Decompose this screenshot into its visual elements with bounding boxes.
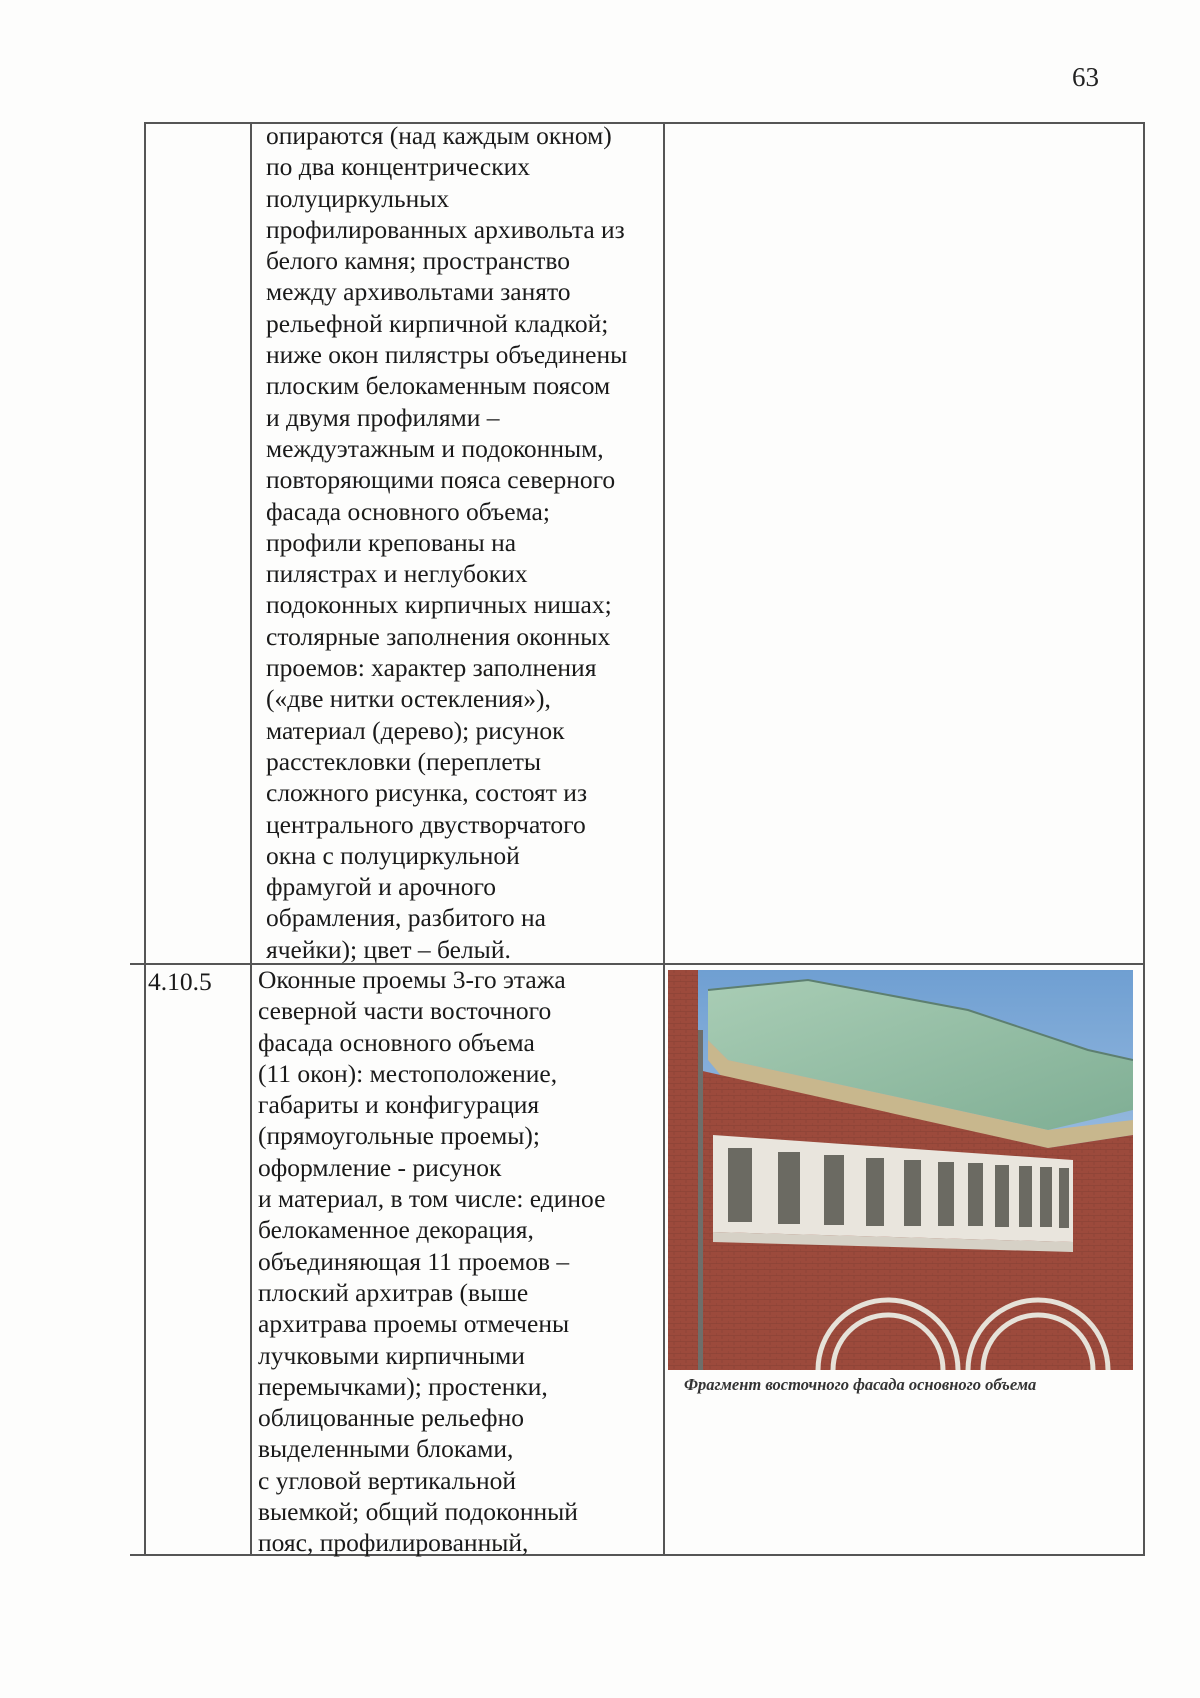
description-line: столярные заполнения оконных bbox=[266, 621, 611, 651]
description-line: пилястрах и неглубоких bbox=[266, 559, 528, 589]
description-line: расстекловки (переплеты bbox=[266, 746, 541, 776]
description-line: выделенными блоками, bbox=[258, 1434, 514, 1464]
description-line: и двумя профилями – bbox=[266, 402, 500, 432]
row-1-description bbox=[266, 120, 627, 965]
description-line: полуциркульных bbox=[266, 183, 450, 213]
description-line: окна с полуциркульной bbox=[266, 840, 520, 870]
description-line: профили крепованы на bbox=[266, 527, 517, 557]
page-number: 63 bbox=[1072, 62, 1099, 92]
description-line: междуэтажным и подоконным, bbox=[266, 433, 604, 463]
description-line: проемов: характер заполнения bbox=[266, 653, 597, 683]
description-line: профилированных архивольта из bbox=[266, 214, 625, 244]
description-line: по два концентрических bbox=[266, 152, 530, 182]
description-line: Оконные проемы 3-го этажа bbox=[258, 965, 566, 994]
description-line: и материал, в том числе: единое bbox=[258, 1184, 606, 1214]
description-line: опираются (над каждым окном) bbox=[266, 121, 612, 150]
description-line: габариты и конфигурация bbox=[258, 1090, 540, 1120]
description-line: с угловой вертикальной bbox=[258, 1465, 517, 1495]
table-divider-image bbox=[663, 122, 665, 1556]
description-line: центрального двустворчатого bbox=[266, 809, 586, 839]
table-divider-number bbox=[250, 122, 252, 1556]
description-line: («две нитки остекления»), bbox=[266, 684, 551, 714]
description-line: ячейки); цвет – белый. bbox=[266, 934, 511, 964]
description-line: северной части восточного bbox=[258, 996, 552, 1026]
description-line: перемычками); простенки, bbox=[258, 1371, 548, 1401]
description-line: сложного рисунка, состоят из bbox=[266, 778, 588, 808]
description-line: фасада основного объема; bbox=[266, 496, 550, 526]
description-line: между архивольтами занято bbox=[266, 277, 571, 307]
description-line: объединяющая 11 проемов – bbox=[258, 1246, 570, 1276]
table-border-left bbox=[144, 122, 146, 1556]
facade-photo bbox=[668, 970, 1133, 1370]
description-line: пояс, профилированный, bbox=[258, 1528, 529, 1558]
description-line: оформление - рисунок bbox=[258, 1152, 502, 1182]
description-line: лучковыми кирпичными bbox=[258, 1340, 525, 1370]
description-line: обрамления, разбитого на bbox=[266, 903, 546, 933]
description-line: повторяющими пояса северного bbox=[266, 465, 616, 495]
description-line: облицованные рельефно bbox=[258, 1403, 524, 1433]
description-line: (11 окон): местоположение, bbox=[258, 1058, 558, 1088]
description-line: подоконных кирпичных нишах; bbox=[266, 590, 612, 620]
description-line: ниже окон пилястры объединены bbox=[266, 340, 628, 370]
description-line: белокаменное декорация, bbox=[258, 1215, 534, 1245]
description-line: плоский архитрав (выше bbox=[258, 1277, 529, 1307]
description-line: выемкой; общий подоконный bbox=[258, 1497, 578, 1527]
description-line: белого камня; пространство bbox=[266, 246, 571, 276]
photo-caption: Фрагмент восточного фасада основного объема bbox=[684, 1375, 1037, 1394]
description-line: рельефной кирпичной кладкой; bbox=[266, 308, 609, 338]
description-line: архитрава проемы отмечены bbox=[258, 1309, 570, 1339]
description-line: фасада основного объема bbox=[258, 1027, 535, 1057]
description-line: фрамугой и арочного bbox=[266, 872, 497, 902]
row-2-description bbox=[258, 964, 605, 1559]
description-line: (прямоугольные проемы); bbox=[258, 1121, 540, 1151]
description-line: плоским белокаменным поясом bbox=[266, 371, 611, 401]
table-border-right bbox=[1143, 122, 1145, 1556]
description-line: материал (дерево); рисунок bbox=[266, 715, 565, 745]
row-2-number: 4.10.5 bbox=[148, 967, 212, 996]
